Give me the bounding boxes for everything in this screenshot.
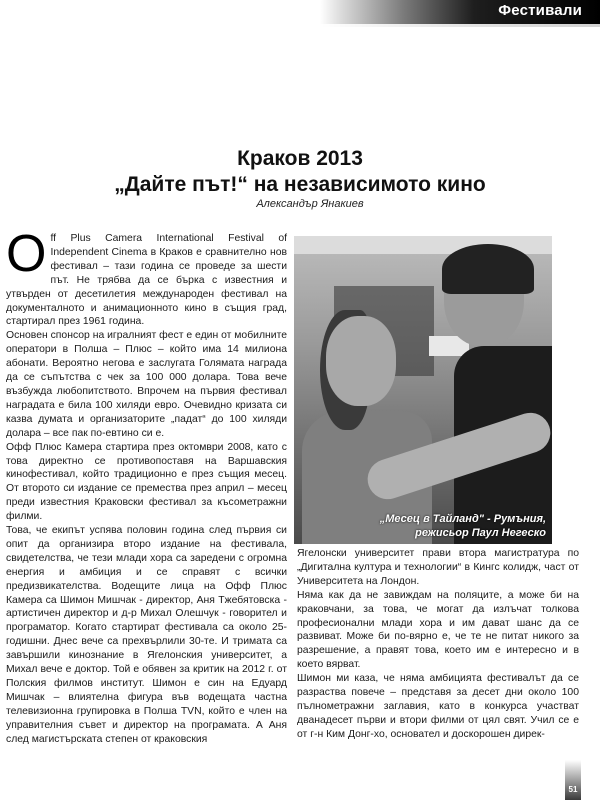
article-title-line1: Краков 2013 (237, 147, 363, 170)
photo-man-hair (442, 244, 534, 294)
caption-line1: „Месец в Тайланд" - Румъния, (379, 513, 546, 525)
section-title: Фестивали (498, 2, 582, 19)
paragraph-text: ff Plus Camera International Festival of Independent Cinema в Краков е сравнително нов фестивал – тази година се проведе за шести път. Не трябва да се бърка с известния и утвърден от десетилетия международен фестивал на документалното и анимационното кино в същия град, стартирал през 1961 година. (6, 233, 287, 328)
section-header-bar (320, 0, 600, 24)
article-title (0, 146, 600, 198)
paragraph: Ягелонски университет прави втора магистратура по „Дигитална култура и технологии“ в Кингс колидж, част от Университета на Лондон. (297, 548, 579, 587)
left-column (6, 225, 287, 747)
drop-cap: O (6, 225, 47, 283)
paragraph (6, 225, 287, 329)
paragraph: Офф Плюс Камера стартира през октомври 2008, като с това директно се противопоставя на Варшавския кинофестивал, който традиционно е през същия месец. От второто си издание се премества през април – месец преди известния Краковски фестивал за късометражни филми. (6, 441, 287, 523)
page-number: 51 (568, 785, 578, 794)
article-title-line2: „Дайте път!“ на независимото кино (114, 173, 486, 196)
right-column (297, 547, 579, 742)
paragraph: Основен спонсор на игралният фест е един от мобилните оператори в Полша – Плюс – който има 14 милиона абонати. Вероятно негова е заслугата Голямата награда да се съпътства с чек за 100 000 долара. Това вече възбужда любопитството. Впрочем на първия фестивал наградата е била 100 хиляди евро. Очевидно кризата си казва думата и организаторите „падат“ до 100 хиляди долара – все пак по-евтино си е. (6, 330, 287, 439)
film-still-photo (294, 236, 552, 544)
caption-line2: режисьор Паул Негеско (415, 527, 546, 539)
photo-woman-head (326, 316, 396, 406)
header-shadow (320, 24, 600, 27)
paragraph: Това, че екипът успява половин година след първия си опит да организира второ издание на фестивала, свидетелства, че тези млади хора са заредени с огромна енергия и амбиция и се справят с всички предизвикателства. Водещите лица на Офф Плюс Камера са Шимон Мишчак - директор, Аня Тжебятовска - артистичен директор и д-р Михал Олешчук - говорител и програматор. Когато стартират фестивала са около 25-годишни. Днес вече са прехвърлили 30-те. И тримата са завършили кинознание в Ягелонския университет, а Михал вече е доктор. Той е обявен за критик на 2012 г. от Полския филмов институт. Шимон е син на Едуард Мишчак – влиятелна фигура във водещата частна телевизионна групировка в Полша TVN, който е член на управителния съвет и директор на програмата. А Аня след магистърската степен от краковския (6, 525, 287, 745)
page-number-tab (565, 760, 581, 800)
photo-caption (380, 512, 546, 540)
paragraph: Шимон ми каза, че няма амбицията фестивалът да се разраства повече – представя за десет дни около 100 пълнометражни заглавия, като в конкурса участват дванадесет първи и втори филми от цял свят. Учил се е от г-н Ким Донг-хо, основател и доскорошен дирек- (297, 673, 579, 740)
article-author: Александър Янакиев (256, 198, 364, 210)
paragraph: Няма как да не завиждам на поляците, а може би на краковчани, за това, че могат да излъчат толкова професионални млади хора и им дават шанс да се развиват. Може би по-вярно е, че те не питат никого за разрешение, а правят това, което им е интересно и в което вярват. (297, 589, 579, 671)
